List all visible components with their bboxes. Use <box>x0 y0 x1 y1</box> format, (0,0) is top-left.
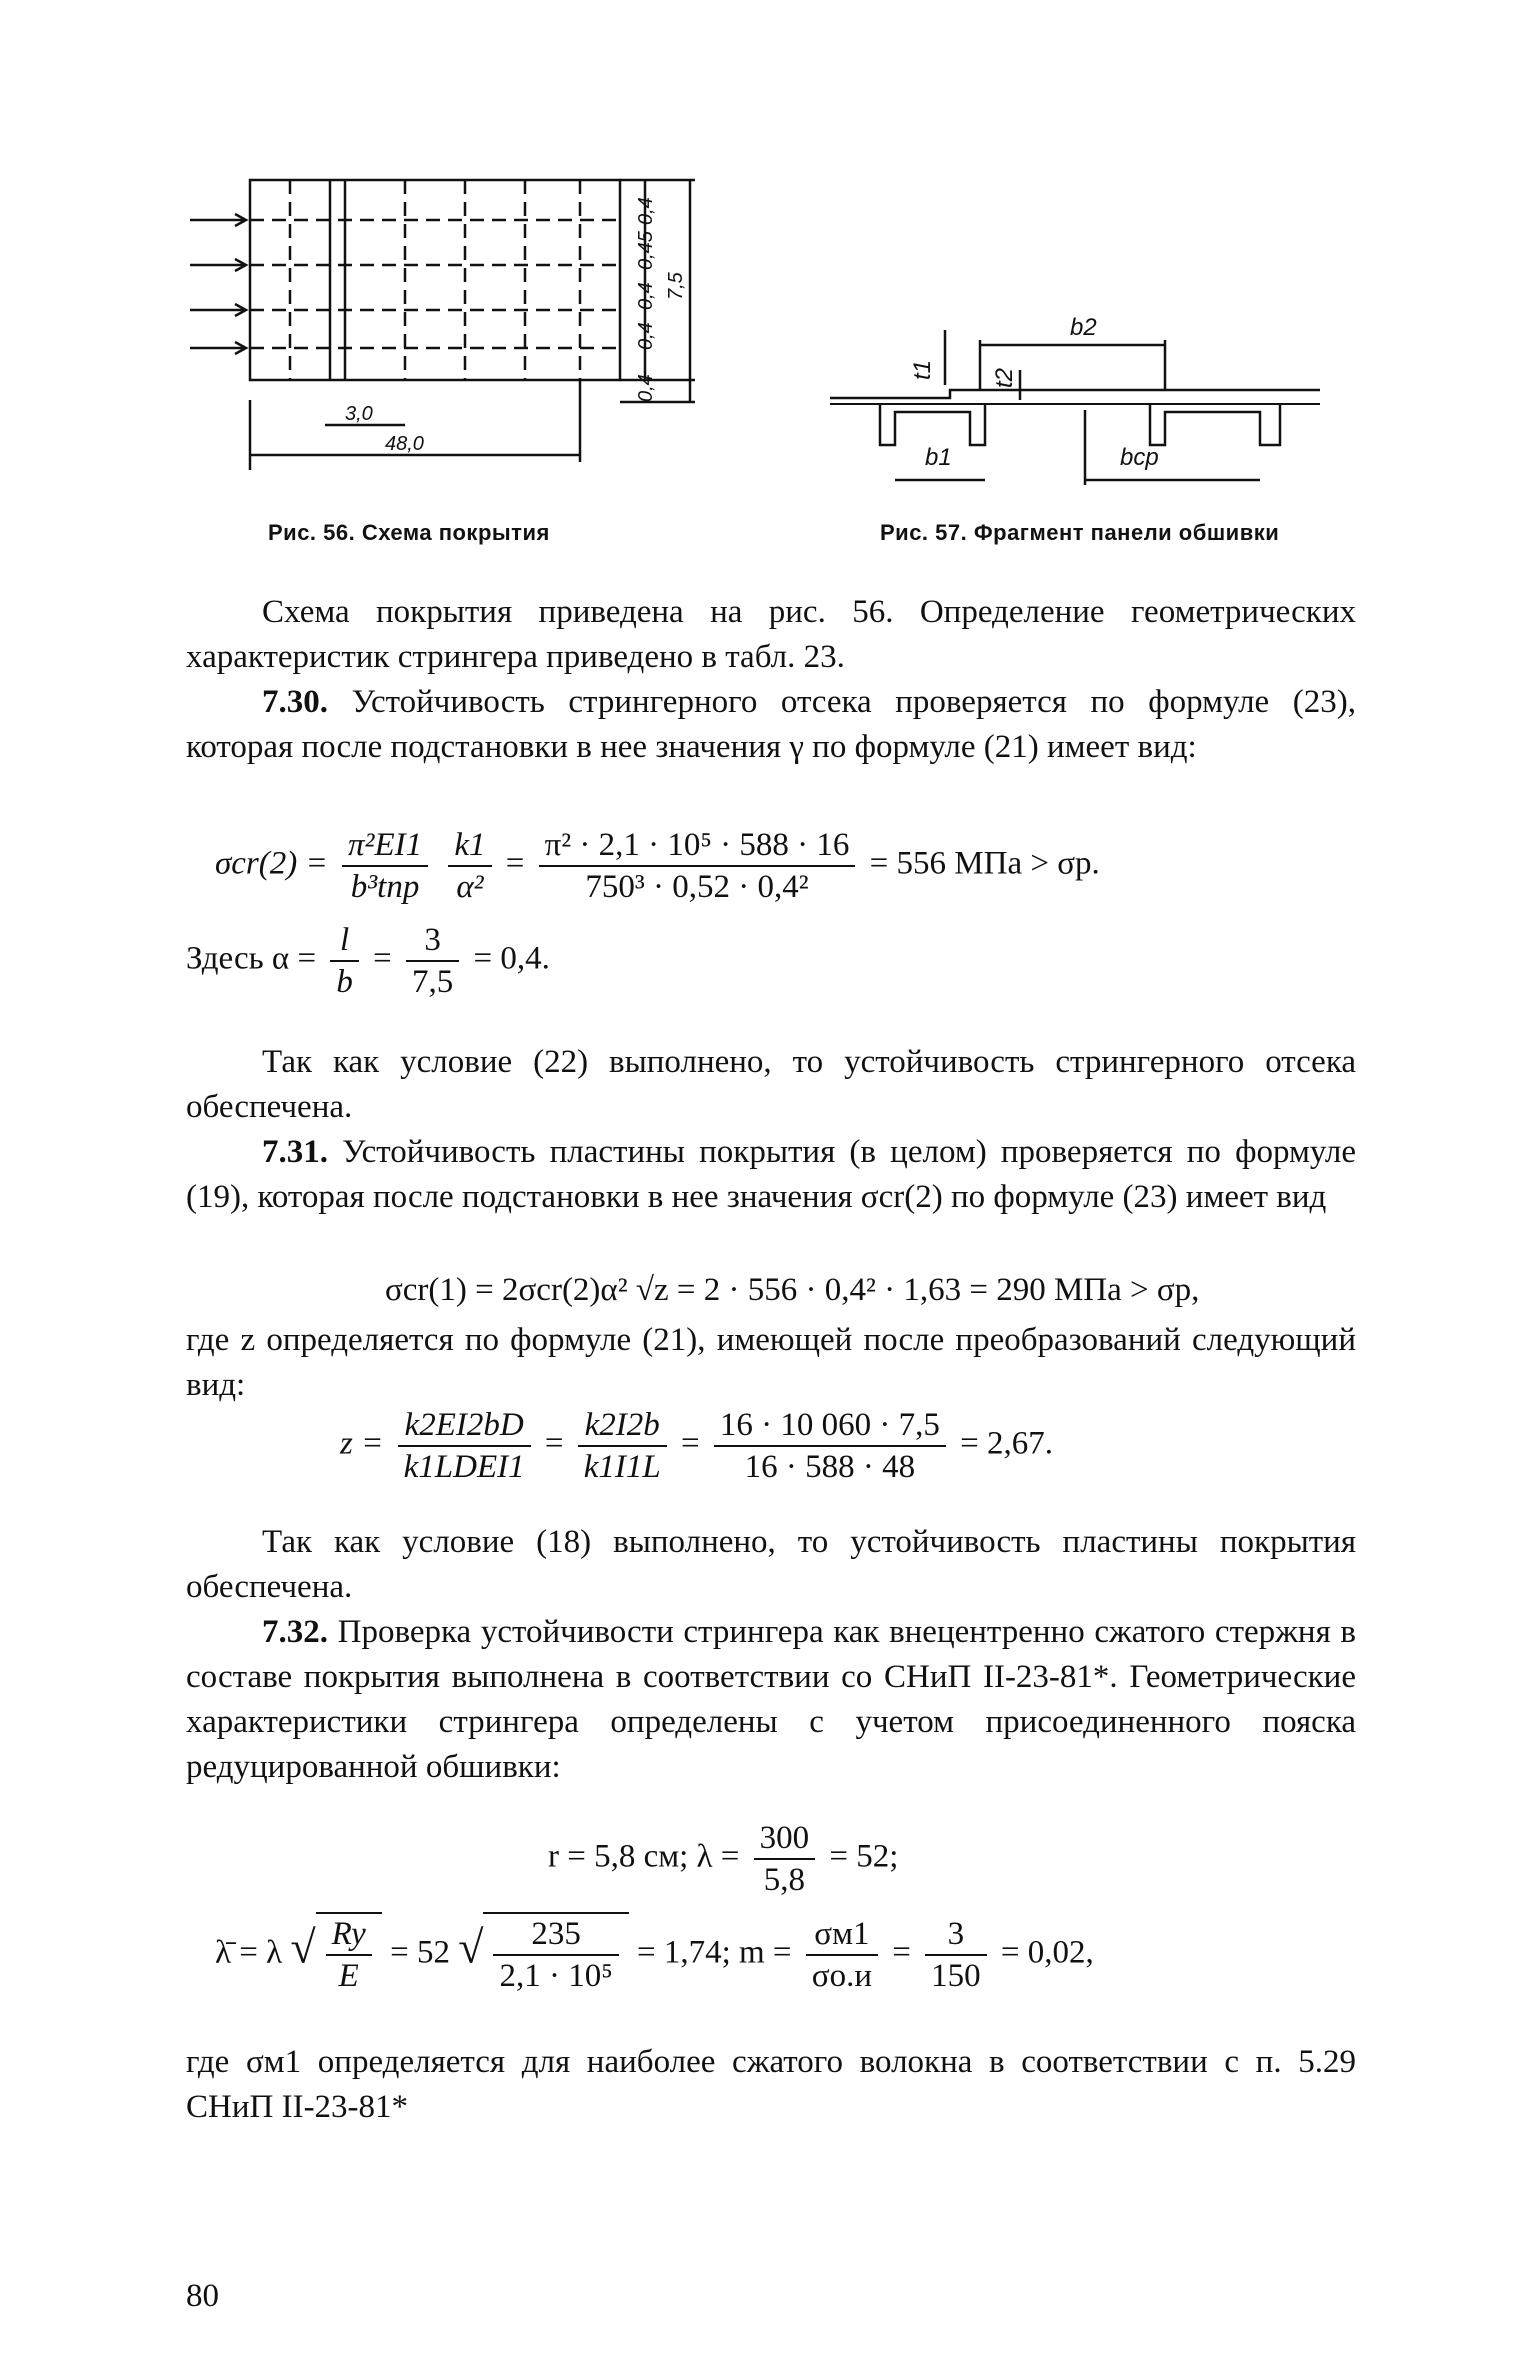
eq6-mid-2: = 1,74; m = <box>636 1934 792 1971</box>
fig57-label-t1: t1 <box>909 359 936 380</box>
eq6-fraction-m: $\frac{\sigma м1}{\sigma о.и}$ <box>806 1914 878 1996</box>
eq2-rhs: = 0,4. <box>473 940 550 977</box>
equation-lambda-bar: λ̄ = λ √ $\frac{Ry}{E}$ = 52 √ $\frac{235}{\text{2,1 · 10⁵}}$ = 1,74; m = $\frac{\sigma м1}{\sigma о.и}$ = $\frac{3}{150}$ = 0,02, <box>215 1912 1094 1996</box>
eq2-fraction-2: $\frac{3}{7,5}$ <box>406 920 459 1002</box>
paragraph-7-30-text: Устойчивость стрингерного отсека проверяется по формуле (23), которая после подстановки в нее значения γ по формуле (21) имеет вид: <box>186 684 1356 765</box>
equation-z: z = $\frac{k2EI2bD}{\text{k1LDEI1}}$ = $\frac{k2I2b}{k1I1L}$ = $\frac{16 \cdot 10 060 \cdot 7,5}{16 \cdot 588 \cdot 48}$ = 2,67. <box>340 1407 1053 1485</box>
eq5-rhs: = 52; <box>829 1838 899 1875</box>
paragraph-1: Схема покрытия приведена на рис. 56. Определение геометрических характеристик стрингера приведено в табл. 23. <box>186 594 1356 675</box>
figure-56-roof-scheme <box>190 170 710 500</box>
equation-alpha: Здесь α = $\frac{l}{b}$ = $\frac{3}{7,5}$ = 0,4. <box>186 922 550 1000</box>
fig56-dim-5: 0,4 <box>635 374 657 402</box>
paragraph-7-30 <box>186 680 1356 770</box>
paragraph-7-31-text: Устойчивость пластины покрытия (в целом) проверяется по формуле (19), которая после подстановки в нее значения σcr(2) по формуле (23) имеет вид <box>186 1134 1356 1215</box>
eq6-fraction-g: $\frac{3}{150}$ <box>925 1914 987 1996</box>
paragraph-8: где σм1 определяется для наиболее сжатого волокна в соответствии с п. 5.29 СНиП II-23-81* <box>186 2044 1356 2125</box>
paragraph-7-32 <box>186 1610 1356 1790</box>
figure-56-caption: Рис. 56. Схема покрытия <box>268 520 550 545</box>
fig56-dim-8: 48,0 <box>385 433 424 455</box>
fig56-dim-4: 0,4 <box>635 322 657 350</box>
paragraph-3: Так как условие (22) выполнено, то устойчивость стрингерного отсека обеспечена. <box>186 1044 1356 1125</box>
eq6-mid-3: = <box>892 1934 911 1971</box>
eq1-lhs: σcr(2) = <box>215 845 328 882</box>
section-number-7-32: 7.32. <box>262 1614 328 1650</box>
eq6-lead: λ̄ = λ <box>215 1934 283 1971</box>
paragraph-5: где z определяется по формуле (21), имеющей после преобразований следующий вид: <box>186 1322 1356 1403</box>
eq1-fraction-3: $\frac{\text{π² · 2,1 · 10⁵ · 588 · 16}}{\text{750³ · 0,52 · 0,4²}}$ <box>539 825 856 907</box>
eq4-fraction-1: $\frac{k2EI2bD}{\text{k1LDEI1}}$ <box>398 1405 531 1487</box>
eq5-lead: r = 5,8 см; λ = <box>548 1838 740 1875</box>
fig57-label-b2: b2 <box>1070 314 1097 341</box>
eq1-fraction-2: $\frac{k1}{\text{α²}}$ <box>448 825 491 907</box>
paragraph-7-31 <box>186 1130 1356 1220</box>
figure-57-panel-fragment <box>820 300 1340 500</box>
eq6-radical-2: $\frac{235}{\text{2,1 · 10⁵}}$ <box>493 1914 618 1996</box>
fig56-dim-7: 3,0 <box>345 403 373 425</box>
eq4-rhs: = 2,67. <box>960 1425 1053 1462</box>
eq5-fraction: $\frac{300}{5,8}$ <box>754 1818 816 1900</box>
eq6-rhs: = 0,02, <box>1000 1934 1094 1971</box>
eq2-fraction-1: $\frac{l}{b}$ <box>330 920 359 1002</box>
eq6-radical-1: $\frac{Ry}{E}$ <box>326 1914 372 1996</box>
fig56-dim-3: 0,4 <box>635 282 657 310</box>
fig57-label-bcp: bср <box>1120 444 1159 471</box>
section-number-7-31: 7.31. <box>262 1134 328 1170</box>
eq2-lead: Здесь α = <box>186 940 317 977</box>
eq4-fraction-3: $\frac{16 \cdot 10 060 \cdot 7,5}{16 \cdot 588 \cdot 48}$ <box>714 1405 946 1487</box>
eq4-fraction-2: $\frac{k2I2b}{k1I1L}$ <box>578 1405 667 1487</box>
eq6-mid-1: = 52 <box>390 1934 450 1971</box>
eq1-rhs: = 556 МПа > σр. <box>869 845 1100 882</box>
fig57-label-t2: t2 <box>991 367 1018 388</box>
fig57-label-b1: b1 <box>925 444 952 471</box>
paragraph-6: Так как условие (18) выполнено, то устойчивость пластины покрытия обеспечена. <box>186 1524 1356 1605</box>
section-number-7-30: 7.30. <box>262 684 328 720</box>
equation-sigma-cr2: σcr(2) = $\frac{\text{π²EI1}}{\text{b³tпр}}$ $\frac{k1}{\text{α²}}$ = $\frac{\text{π² · 2,1 · 10⁵ · 588 · 16}}{\text{750³ · 0,52 · 0,4²}}$ = 556 МПа > σр. <box>215 827 1100 905</box>
fig56-dim-6: 7,5 <box>665 272 687 300</box>
fig56-dim-1: 0,4 <box>635 197 657 225</box>
page-number: 80 <box>186 2278 219 2314</box>
eq1-fraction-1: $\frac{\text{π²EI1}}{\text{b³tпр}}$ <box>342 825 428 907</box>
equation-lambda <box>548 1818 898 1900</box>
equation-sigma-cr1: σcr(1) = 2σcr(2)α² √z = 2 · 556 · 0,4² · 1,63 = 290 МПа > σр, <box>385 1272 1200 1308</box>
figure-57-caption: Рис. 57. Фрагмент панели обшивки <box>880 520 1280 545</box>
eq4-lhs: z = <box>340 1425 384 1462</box>
paragraph-7-32-text: Проверка устойчивости стрингера как внецентренно сжатого стержня в составе покрытия выполнена в соответствии со СНиП II-23-81*. Геометрические характеристики стрингера определены с учетом присоединенного пояска редуцированной обшивки: <box>186 1614 1356 1785</box>
fig56-dim-2: 0,45 <box>635 231 657 270</box>
